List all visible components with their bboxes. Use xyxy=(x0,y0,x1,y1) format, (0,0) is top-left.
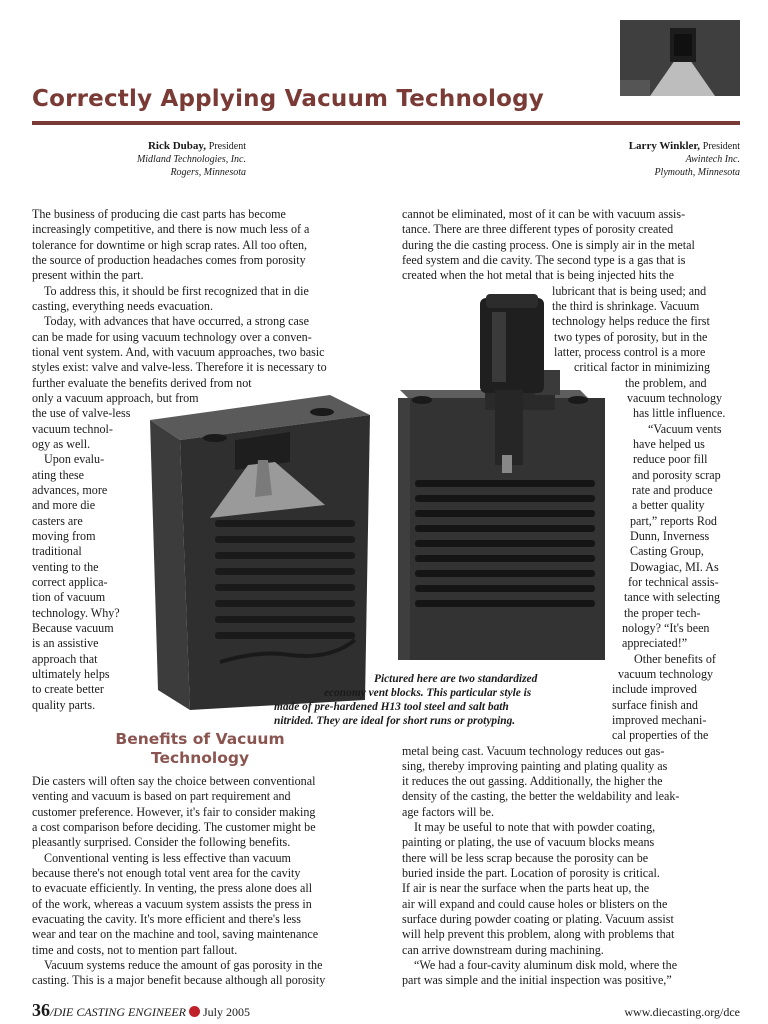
text-line: the use of valve-less xyxy=(32,406,131,420)
text-line: Dowagiac, MI. As xyxy=(630,560,719,574)
text-line: technology helps reduce the first xyxy=(552,314,710,328)
text-line: rate and produce xyxy=(632,483,713,497)
author-role: President xyxy=(208,141,246,152)
text-line: can be made for using vacuum technology over a conven- xyxy=(32,330,312,344)
text-line: improved mechani- xyxy=(612,713,707,727)
text-line: reduce poor fill xyxy=(633,452,708,466)
text-line: to evacuate efficiently. In venting, the press alone does all xyxy=(32,881,313,895)
text-line: casting, everything needs evacuation. xyxy=(32,299,214,313)
text-line: tance. There are three different types of porosity created xyxy=(402,222,674,236)
text-line: evacuating the cavity. It's more efficient and there's less xyxy=(32,912,301,926)
text-line: casters are xyxy=(32,514,83,528)
text-line: have helped us xyxy=(633,437,705,451)
text-line: Vacuum systems reduce the amount of gas porosity in the xyxy=(44,958,323,972)
text-line: can arrive downstream during machining. xyxy=(402,943,604,957)
author-company: Awintech Inc. xyxy=(685,154,740,165)
text-line: the source of production headaches comes from porosity xyxy=(32,253,306,267)
text-line: Casting Group, xyxy=(630,544,704,558)
text-line: of the work, whereas a vacuum system assists the press in xyxy=(32,897,312,911)
issue-date: July 2005 xyxy=(203,1005,251,1019)
caption-line: made of pre-hardened H13 tool steel and salt bath xyxy=(274,701,509,713)
text-line: and more die xyxy=(32,498,96,512)
author-block-2 xyxy=(560,140,740,179)
text-line: surface during powder coating or plating. Vacuum assist xyxy=(402,912,674,926)
text-line: part was simple and the initial inspection was positive,” xyxy=(402,973,672,987)
left-vent-block xyxy=(150,395,370,710)
magazine-logo-icon xyxy=(189,1006,200,1017)
author-location: Plymouth, Minnesota xyxy=(654,167,740,178)
caption-line: nitrided. They are ideal for short runs or protyping. xyxy=(274,715,516,727)
text-line: the third is shrinkage. Vacuum xyxy=(552,299,700,313)
text-line: only a vacuum approach, but from xyxy=(32,391,199,405)
text-line: include improved xyxy=(612,682,697,696)
text-line: tance with selecting xyxy=(624,590,721,604)
text-line: moving from xyxy=(32,529,96,543)
text-line: ultimately helps xyxy=(32,667,110,681)
text-line: is an assistive xyxy=(32,636,99,650)
text-line: Other benefits of xyxy=(634,652,716,666)
text-line: traditional xyxy=(32,544,82,558)
text-line: tion of vacuum xyxy=(32,590,106,604)
text-line: Today, with advances that have occurred, a strong case xyxy=(44,314,309,328)
text-line: venting and vacuum is based on part requirement and xyxy=(32,789,291,803)
text-line: it reduces the out gassing. Additionally, the higher the xyxy=(402,774,663,788)
text-line: “We had a four-cavity aluminum disk mold, where the xyxy=(414,958,678,972)
text-line: customer preference. However, it's fair to consider making xyxy=(32,805,316,819)
author-name: Rick Dubay, xyxy=(147,140,207,152)
text-line: during the die casting process. One is simply air in the metal xyxy=(402,238,695,252)
text-line: ogy as well. xyxy=(32,437,91,451)
text-line: cannot be eliminated, most of it can be with vacuum assis- xyxy=(402,207,686,221)
text-line: appreciated!” xyxy=(622,636,688,650)
text-line: To address this, it should be first recognized that in die xyxy=(44,284,309,298)
text-line: air will expand and could cause holes or blisters on the xyxy=(402,897,668,911)
text-line: latter, process control is a more xyxy=(554,345,706,359)
text-line: venting to the xyxy=(32,560,99,574)
text-line: It may be useful to note that with powder coating, xyxy=(414,820,656,834)
text-line: vacuum technology xyxy=(618,667,714,681)
text-line: lubricant that is being used; and xyxy=(552,284,707,298)
text-line: density of the casting, the better the weldability and leak- xyxy=(402,789,680,803)
text-line: the proper tech- xyxy=(624,606,701,620)
text-line: wear and tear on the machine and tool, saving maintenance xyxy=(32,927,319,941)
text-line: Because vacuum xyxy=(32,621,114,635)
text-line: casting. This is a major benefit because although all porosity xyxy=(32,973,326,987)
text-line: time and costs, not to mention part fallout. xyxy=(32,943,238,957)
text-line: Die casters will often say the choice between conventional xyxy=(32,774,316,788)
text-line: vacuum technol- xyxy=(32,422,113,436)
text-line: the problem, and xyxy=(625,376,707,390)
text-line: If air is near the surface when the parts heat up, the xyxy=(402,881,650,895)
text-line: two types of porosity, but in the xyxy=(554,330,708,344)
text-line: there will be less scrap because the porosity can be xyxy=(402,851,649,865)
thumbnail-photo xyxy=(620,20,740,96)
footer-url[interactable]: www.diecasting.org/dce xyxy=(624,1005,740,1019)
text-line: buried inside the part. Location of porosity is critical. xyxy=(402,866,660,880)
text-line: for technical assis- xyxy=(628,575,719,589)
text-line: present within the part. xyxy=(32,268,144,282)
text-line: ating these xyxy=(32,468,85,482)
author-role: President xyxy=(702,141,740,152)
author-block-1 xyxy=(120,140,246,179)
text-line: approach that xyxy=(32,652,98,666)
text-line: because there's not enough total vent area for the cavity xyxy=(32,866,301,880)
text-line: surface finish and xyxy=(612,698,698,712)
text-line: sing, thereby improving painting and plating quality as xyxy=(402,759,668,773)
text-line: tolerance for downtime or high scrap rates. All too often, xyxy=(32,238,308,252)
text-line: increasingly competitive, and there is now much less of a xyxy=(32,222,310,236)
caption-line: Pictured here are two standardized xyxy=(374,673,538,685)
text-line: The business of producing die cast parts has become xyxy=(32,207,286,221)
text-line: and porosity scrap xyxy=(632,468,721,482)
text-line: critical factor in minimizing xyxy=(574,360,711,374)
text-line: quality parts. xyxy=(32,698,96,712)
text-line: Conventional venting is less effective than vacuum xyxy=(44,851,291,865)
text-line: advances, more xyxy=(32,483,108,497)
section-subhead: Benefits of Vacuum Technology xyxy=(115,730,285,767)
text-line: styles exist: valve and valve-less. Therefore it is necessary to xyxy=(32,360,327,374)
page-number: 36 xyxy=(32,1000,50,1020)
text-line: cal properties of the xyxy=(612,728,709,742)
text-line: correct applica- xyxy=(32,575,108,589)
text-line: “Vacuum vents xyxy=(648,422,722,436)
author-location: Rogers, Minnesota xyxy=(170,167,246,178)
text-line: feed system and die cavity. The second type is a gas that is xyxy=(402,253,686,267)
text-line: Upon evalu- xyxy=(44,452,105,466)
text-line: a cost comparison before deciding. The customer might be xyxy=(32,820,316,834)
footer-folio xyxy=(32,1000,250,1021)
text-line: will help prevent this problem, along with problems that xyxy=(402,927,675,941)
text-line: Dunn, Inverness xyxy=(630,529,710,543)
author-name: Larry Winkler, xyxy=(628,140,701,152)
text-line: technology. Why? xyxy=(32,606,120,620)
text-line: tional vent system. And, with vacuum approaches, two basic xyxy=(32,345,325,359)
text-line: nology? “It's been xyxy=(622,621,710,635)
text-line: has little influence. xyxy=(633,406,726,420)
author-company: Midland Technologies, Inc. xyxy=(136,154,246,165)
article-title: Correctly Applying Vacuum Technology xyxy=(32,86,544,112)
text-line: a better quality xyxy=(632,498,705,512)
text-line: part,” reports Rod xyxy=(630,514,717,528)
title-rule xyxy=(32,121,740,125)
text-line: further evaluate the benefits derived from not xyxy=(32,376,252,390)
text-line: pleasantly surprised. Consider the following benefits. xyxy=(32,835,291,849)
text-line: painting or plating, the use of vacuum blocks means xyxy=(402,835,655,849)
text-line: age factors will be. xyxy=(402,805,495,819)
magazine-name: /DIE CASTING ENGINEER xyxy=(50,1005,186,1019)
text-line: metal being cast. Vacuum technology reduces out gas- xyxy=(402,744,665,758)
text-line: to create better xyxy=(32,682,104,696)
text-line: created when the hot metal that is being injected hits the xyxy=(402,268,675,282)
text-line: vacuum technology xyxy=(627,391,723,405)
caption-line: economy vent blocks. This particular style is xyxy=(324,687,532,699)
